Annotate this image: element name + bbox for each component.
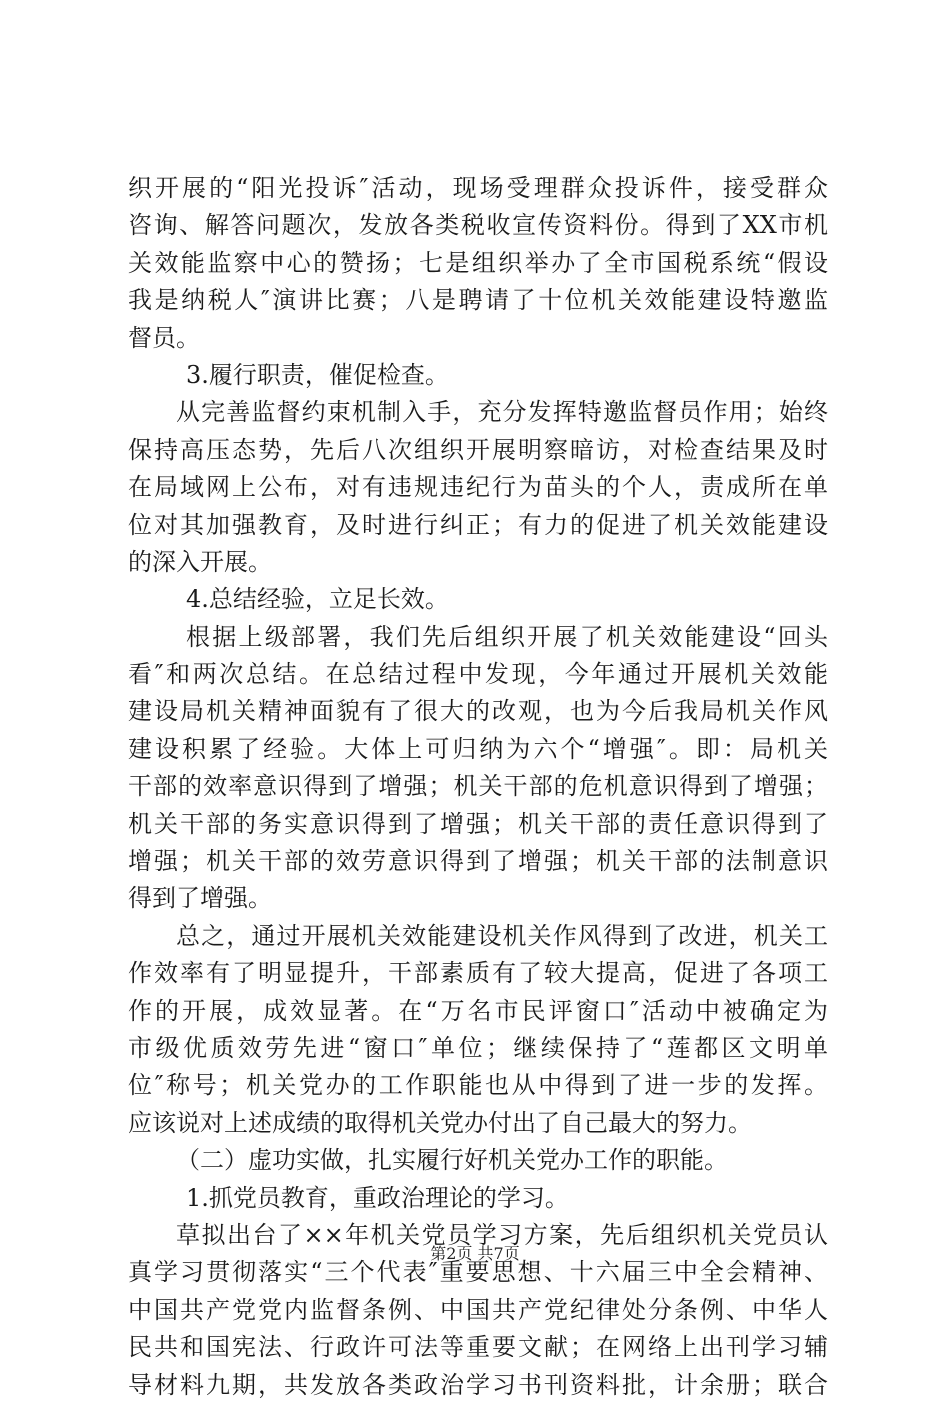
text-line: 干部的效率意识得到了增强；机关干部的危机意识得到了增强； bbox=[128, 772, 828, 801]
text-line: 根据上级部署，我们先后组织开展了机关效能建设“回头 bbox=[186, 622, 828, 651]
text-line: 总之，通过开展机关效能建设机关作风得到了改进，机关工 bbox=[176, 921, 828, 950]
text-line: 我是纳税人″演讲比赛；八是聘请了十位机关效能建设特邀监 bbox=[128, 286, 828, 315]
text-line: 作效率有了明显提升，干部素质有了较大提高，促进了各项工 bbox=[128, 959, 828, 988]
text-line: 机关干部的务实意识得到了增强；机关干部的责任意识得到了 bbox=[128, 809, 828, 838]
text-line: 位″称号；机关党办的工作职能也从中得到了进一步的发挥。 bbox=[128, 1071, 828, 1100]
text-line: 导材料九期，共发放各类政治学习书刊资料批，计余册；联合 bbox=[128, 1370, 828, 1399]
text-line: 市级优质效劳先进“窗口″单位；继续保持了“莲都区文明单 bbox=[128, 1033, 828, 1062]
text-line: 建设积累了经验。大体上可归纳为六个“增强″。即：局机关 bbox=[128, 734, 828, 763]
section-heading: （二）虚功实做，扎实履行好机关党办工作的职能。 bbox=[176, 1146, 728, 1175]
text-line: 草拟出台了××年机关党员学习方案，先后组织机关党员认 bbox=[176, 1220, 828, 1249]
body-text bbox=[128, 170, 828, 1404]
text-line: 应该说对上述成绩的取得机关党办付出了自己最大的努力。 bbox=[128, 1108, 752, 1137]
text-line: 看″和两次总结。在总结过程中发现，今年通过开展机关效能 bbox=[128, 660, 828, 689]
text-line: 在局域网上公布，对有违规违纪行为苗头的个人，责成所在单 bbox=[128, 473, 828, 502]
section-heading: 4.总结经验，立足长效。 bbox=[186, 585, 449, 614]
text-line: 得到了增强。 bbox=[128, 884, 272, 913]
page-number-footer: 第2页 共7页 bbox=[430, 1244, 520, 1263]
text-line: 真学习贯彻落实“三个代表″重要思想、十六届三中全会精神、 bbox=[128, 1258, 828, 1287]
section-heading: 3.履行职责，催促检查。 bbox=[186, 360, 449, 389]
text-line: 从完善监督约束机制入手，充分发挥特邀监督员作用；始终 bbox=[176, 398, 828, 427]
text-line: 中国共产党党内监督条例、中国共产党纪律处分条例、中华人 bbox=[128, 1295, 828, 1324]
text-line: 督员。 bbox=[128, 323, 200, 352]
text-line: 保持高压态势，先后八次组织开展明察暗访，对检查结果及时 bbox=[128, 435, 828, 464]
text-line: 咨询、解答问题次，发放各类税收宣传资料份。得到了XX市机 bbox=[128, 211, 828, 240]
text-line: 织开展的“阳光投诉″活动，现场受理群众投诉件，接受群众 bbox=[128, 174, 828, 202]
text-line: 关效能监察中心的赞扬；七是组织举办了全市国税系统“假设 bbox=[128, 248, 828, 277]
text-line: 民共和国宪法、行政许可法等重要文献；在网络上出刊学习辅 bbox=[128, 1333, 828, 1362]
section-heading: 1.抓党员教育，重政治理论的学习。 bbox=[186, 1183, 569, 1212]
text-line: 作的开展，成效显著。在“万名市民评窗口″活动中被确定为 bbox=[128, 996, 828, 1025]
text-line: 建设局机关精神面貌有了很大的改观，也为今后我局机关作风 bbox=[128, 697, 828, 726]
text-line: 位对其加强教育，及时进行纠正；有力的促进了机关效能建设 bbox=[128, 510, 828, 539]
text-line: 的深入开展。 bbox=[128, 547, 272, 576]
text-line: 增强；机关干部的效劳意识得到了增强；机关干部的法制意识 bbox=[128, 847, 828, 876]
